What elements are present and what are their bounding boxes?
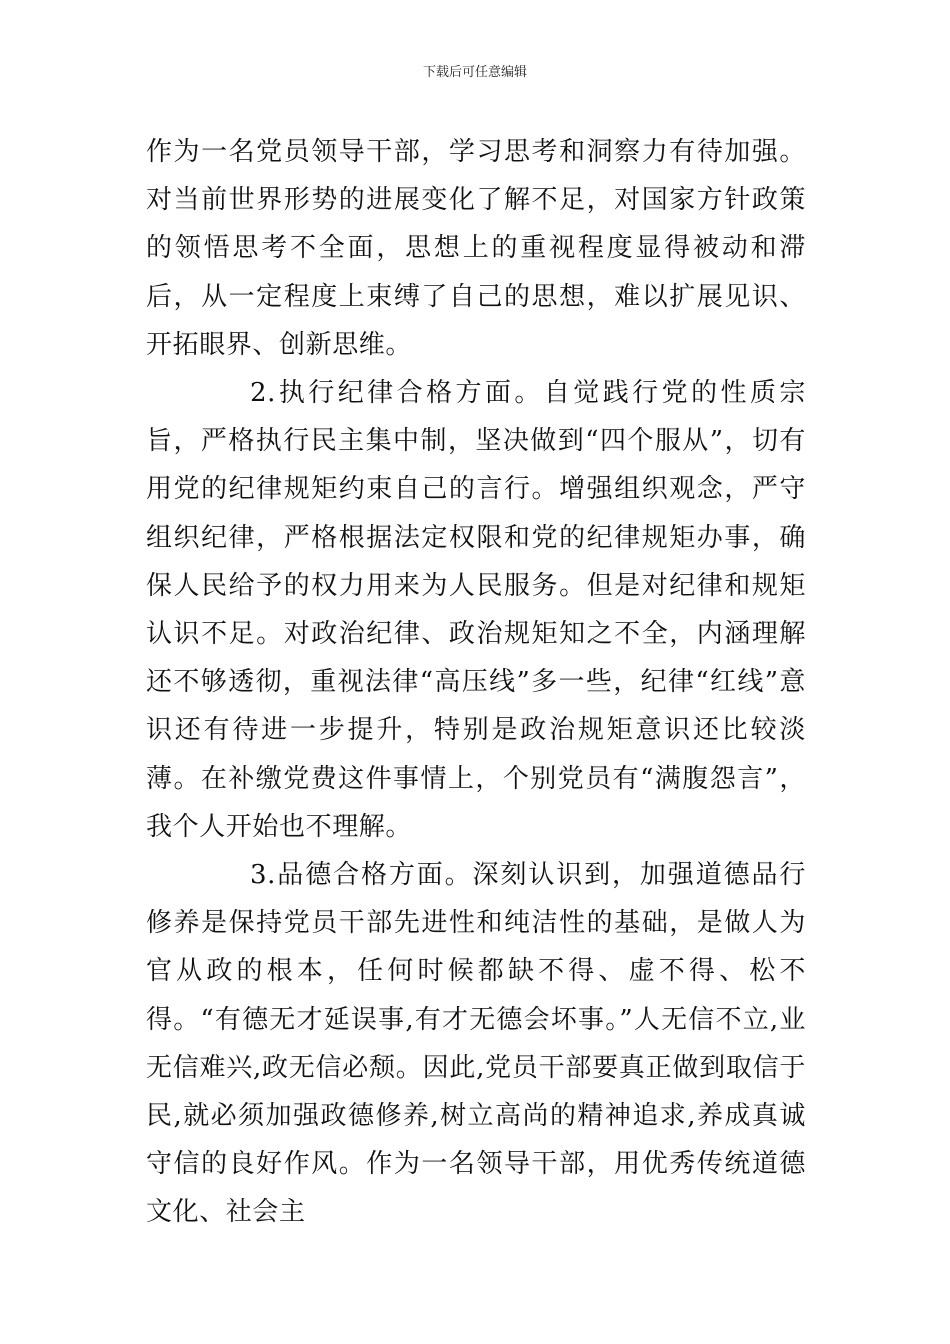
paragraph-3: 3.品德合格方面。深刻认识到，加强道德品行修养是保持党员干部先进性和纯洁性的基础，是做人为官从政的根本，任何时候都缺不得、虚不得、松不得。“有德无才延误事,有才无德会坏事。”人无信不立,业无信难兴,政无信必颓。因此,党员干部要真正做到取信于民,就必须加强政德修养,树立高尚的精神追求,养成真诚守信的良好作风。作为一名领导干部，用优秀传统道德文化、社会主: [146, 860, 806, 1228]
paragraph-1: 作为一名党员领导干部，学习思考和洞察力有待加强。对当前世界形势的进展变化了解不足，对国家方针政策的领悟思考不全面，思想上的重视程度显得被动和滞后，从一定程度上束缚了自己的思想，难以扩展见识、开拓眼界、创新思维。: [146, 137, 806, 360]
paragraph-2: 2.执行纪律合格方面。自觉践行党的性质宗旨，严格执行民主集中制，坚决做到“四个服从”，切有用党的纪律规矩约束自己的言行。增强组织观念，严守组织纪律，严格根据法定权限和党的纪律规矩办事，确保人民给予的权力用来为人民服务。但是对纪律和规矩认识不足。对政治纪律、政治规矩知之不全，内涵理解还不够透彻，重视法律“高压线”多一些，纪律“红线”意识还有待进一步提升，特别是政治规矩意识还比较淡薄。在补缴党费这件事情上，个别党员有“满腹怨言”，我个人开始也不理解。: [146, 378, 806, 842]
document-body: [146, 128, 806, 1237]
page-header: 下载后可任意编辑: [422, 65, 527, 80]
